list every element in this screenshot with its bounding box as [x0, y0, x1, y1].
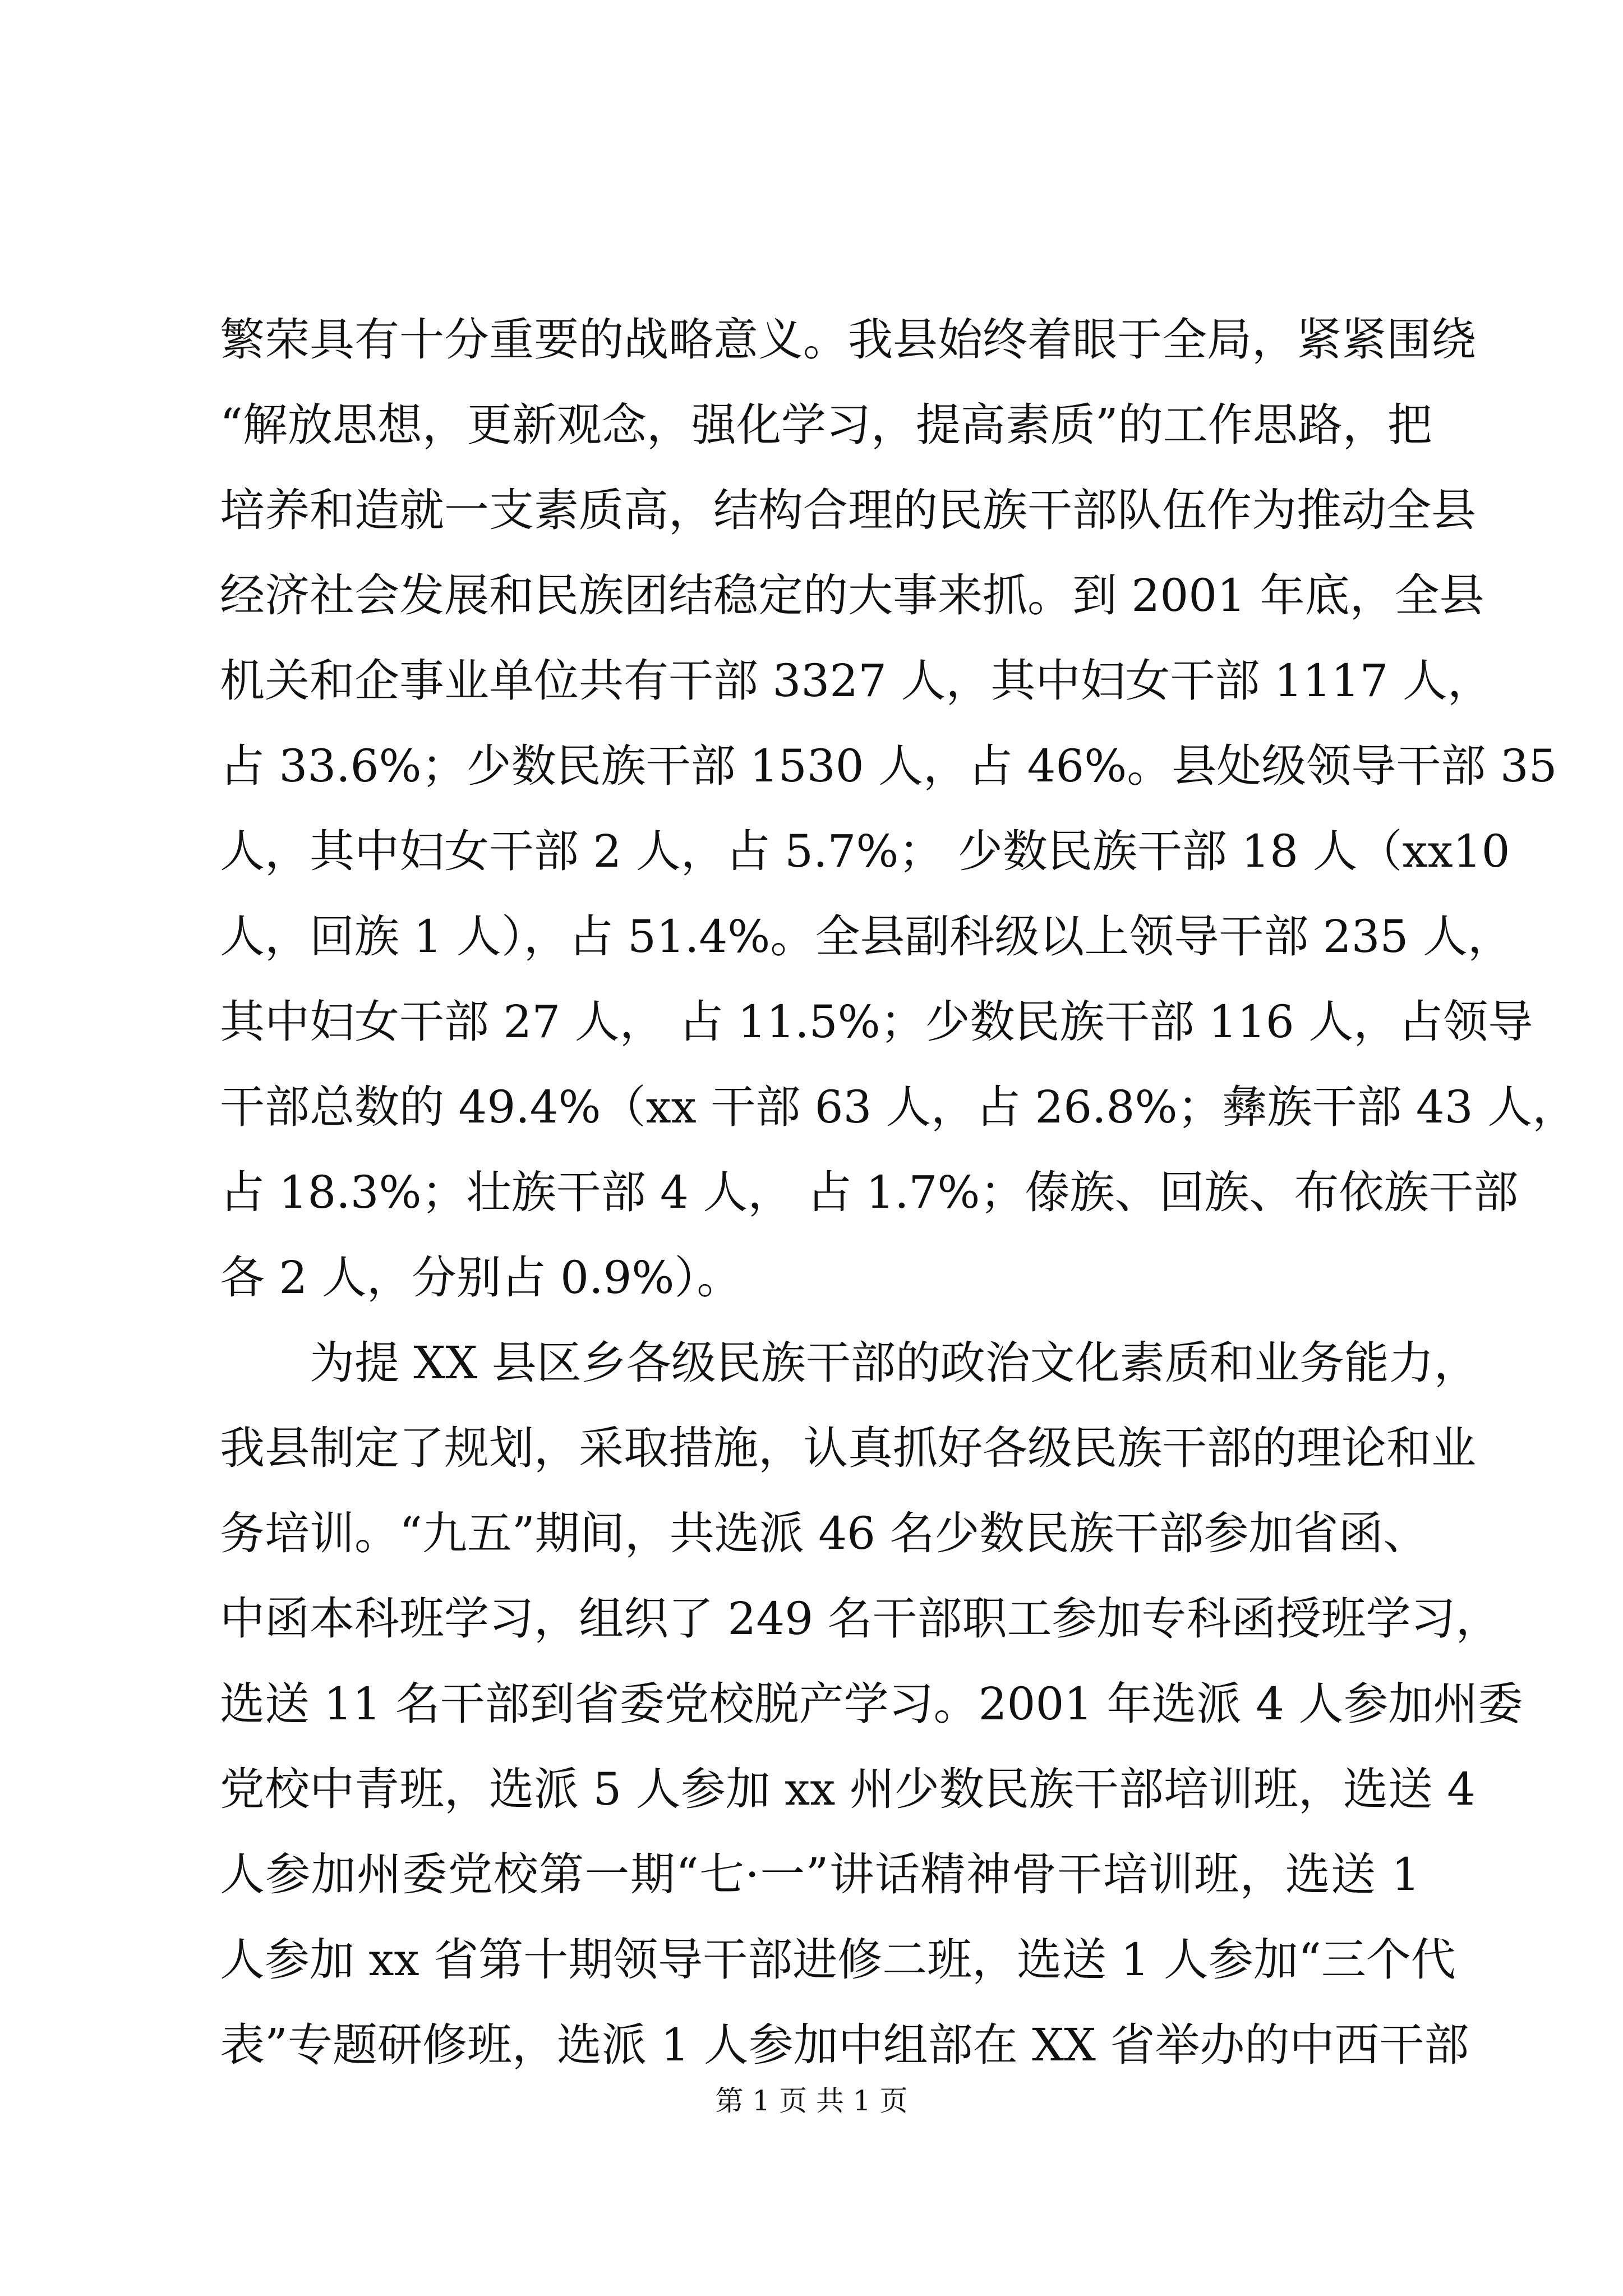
text-line: 人参加 xx 省第十期领导干部进修二班，选送 1 人参加“三个代 [220, 1934, 1456, 1986]
text-line: 务培训。“九五”期间，共选派 46 名少数民族干部参加省函、 [220, 1507, 1428, 1559]
text-line: 党校中青班，选派 5 人参加 xx 州少数民族干部培训班，选送 4 [220, 1763, 1476, 1815]
text-line-first: 为提 XX 县区乡各级民族干部的政治文化素质和业务能力， [310, 1337, 1479, 1389]
text-line: 人，回族 1 人），占 51.4%。全县副科级以上领导干部 235 人， [220, 910, 1513, 963]
text-line: 人参加州委党校第一期“七·一”讲话精神骨干培训班，选送 1 [220, 1848, 1420, 1901]
text-line: “解放思想，更新观念，强化学习，提高素质”的工作思路，把 [220, 399, 1432, 451]
text-line: 人，其中妇女干部 2 人，占 5.7%； 少数民族干部 18 人（xx10 [220, 825, 1510, 877]
text-line: 选送 11 名干部到省委党校脱产学习。2001 年选派 4 人参加州委 [220, 1678, 1523, 1730]
text-line: 繁荣具有十分重要的战略意义。我县始终着眼于全局，紧紧围绕 [220, 314, 1476, 366]
text-line: 占 18.3%；壮族干部 4 人， 占 1.7%；傣族、回族、布依族干部 [220, 1166, 1519, 1218]
text-line: 培养和造就一支素质高，结构合理的民族干部队伍作为推动全县 [220, 484, 1476, 536]
document-body [220, 297, 1578, 2088]
text-line: 其中妇女干部 27 人， 占 11.5%；少数民族干部 116 人，占领导 [220, 996, 1533, 1048]
text-line: 中函本科班学习，组织了 249 名干部职工参加专科函授班学习， [220, 1593, 1501, 1645]
paragraph-2 [220, 1320, 1523, 2088]
text-line: 我县制定了规划，采取措施，认真抓好各级民族干部的理论和业 [220, 1422, 1476, 1474]
text-line-last: 各 2 人，分别占 0.9%）。 [220, 1251, 742, 1304]
text-line: 干部总数的 49.4%（xx 干部 63 人，占 26.8%；彝族干部 43 人， [220, 1081, 1578, 1133]
page-footer: 第 1 页 共 1 页 [715, 2085, 908, 2117]
text-line: 占 33.6%；少数民族干部 1530 人，占 46%。县处级领导干部 35 [220, 740, 1557, 792]
text-line: 表”专题研修班，选派 1 人参加中组部在 XX 省举办的中西干部 [220, 2019, 1469, 2071]
text-line: 经济社会发展和民族团结稳定的大事来抓。到 2001 年底，全县 [220, 569, 1484, 622]
text-line: 机关和企事业单位共有干部 3327 人，其中妇女干部 1117 人， [220, 655, 1492, 707]
paragraph-1 [220, 297, 1578, 1320]
